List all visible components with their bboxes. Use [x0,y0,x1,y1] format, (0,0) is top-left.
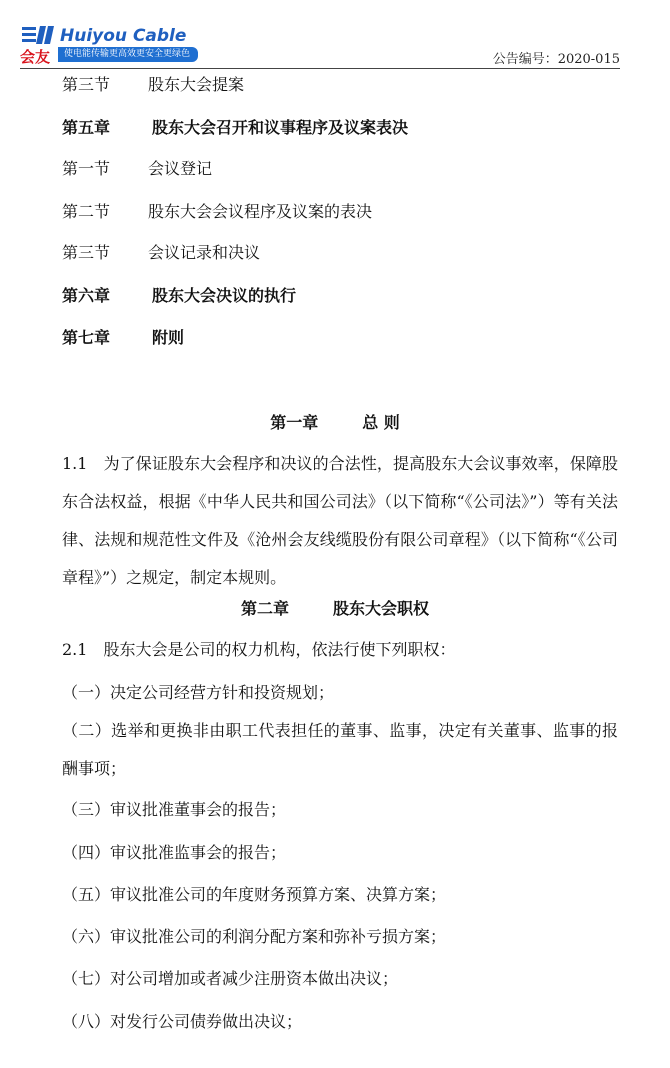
toc-entry [62,115,408,138]
chapter-heading [0,596,670,619]
chapter-title: 总 则 [362,413,400,432]
logo-latin-text: Huiyou Cable [60,26,187,46]
power-item: （五）审议批准公司的年度财务预算方案、决算方案； [62,885,447,904]
logo-slogan: 使电能传输更高效更安全更绿色 [58,47,198,62]
chapter-title: 股东大会职权 [333,599,430,618]
toc-entry [62,325,184,348]
toc-entry-number: 第七章 [62,328,111,347]
toc-entry-title: 股东大会决议的执行 [152,286,297,305]
power-item: （四）审议批准监事会的报告； [62,843,287,862]
power-item: （六）审议批准公司的利润分配方案和弥补亏损方案； [62,927,447,946]
toc-entry [62,283,296,306]
chapter-number: 第一章 [270,413,319,432]
power-item: （八）对发行公司债券做出决议； [62,1012,303,1031]
chapter-number: 第二章 [240,599,289,618]
page-header [0,0,670,72]
toc-entry-number: 第三节 [62,75,111,94]
power-item: （一）决定公司经营方针和投资规划； [62,683,335,702]
toc-entry-title: 会议登记 [148,159,213,178]
toc-entry-number: 第三节 [62,243,111,262]
toc-entry-title: 股东大会会议程序及议案的表决 [148,202,373,221]
chapter-heading [0,410,670,433]
notice-number: 公告编号：2020-015 [492,52,620,67]
toc-entry [62,156,212,179]
toc-entry-number: 第六章 [62,286,111,305]
toc-entry [62,72,244,95]
logo-cable-icon [20,24,56,46]
toc-entry-title: 股东大会提案 [148,75,245,94]
toc-entry-title: 附则 [152,328,185,347]
logo-chinese-text: 会友 [20,48,51,66]
toc-entry [62,240,260,263]
toc-entry [62,199,372,222]
toc-entry-title: 股东大会召开和议事程序及议案表决 [152,118,409,137]
toc-entry-number: 第二节 [62,202,111,221]
toc-entry-number: 第一节 [62,159,111,178]
company-logo [20,26,190,66]
power-item: （二）选举和更换非由职工代表担任的董事、监事，决定有关董事、监事的报酬事项； [62,721,618,778]
header-divider [20,68,620,69]
toc-entry-number: 第五章 [62,118,111,137]
toc-entry-title: 会议记录和决议 [148,243,261,262]
power-item: （七）对公司增加或者减少注册资本做出决议； [62,969,399,988]
power-item: （三）审议批准董事会的报告； [62,800,287,819]
article-1-1: 1.1 为了保证股东大会程序和决议的合法性，提高股东大会议事效率，保障股东合法权益，根据《中华人民共和国公司法》（以下简称“《公司法》”）等有关法律、法规和规范性文件及《沧州会友线缆股份有限公司章程》（以下简称“《公司章程》”）之规定，制定本规则。 [62,454,618,587]
article-2-1: 2.1 股东大会是公司的权力机构，依法行使下列职权： [62,640,456,659]
